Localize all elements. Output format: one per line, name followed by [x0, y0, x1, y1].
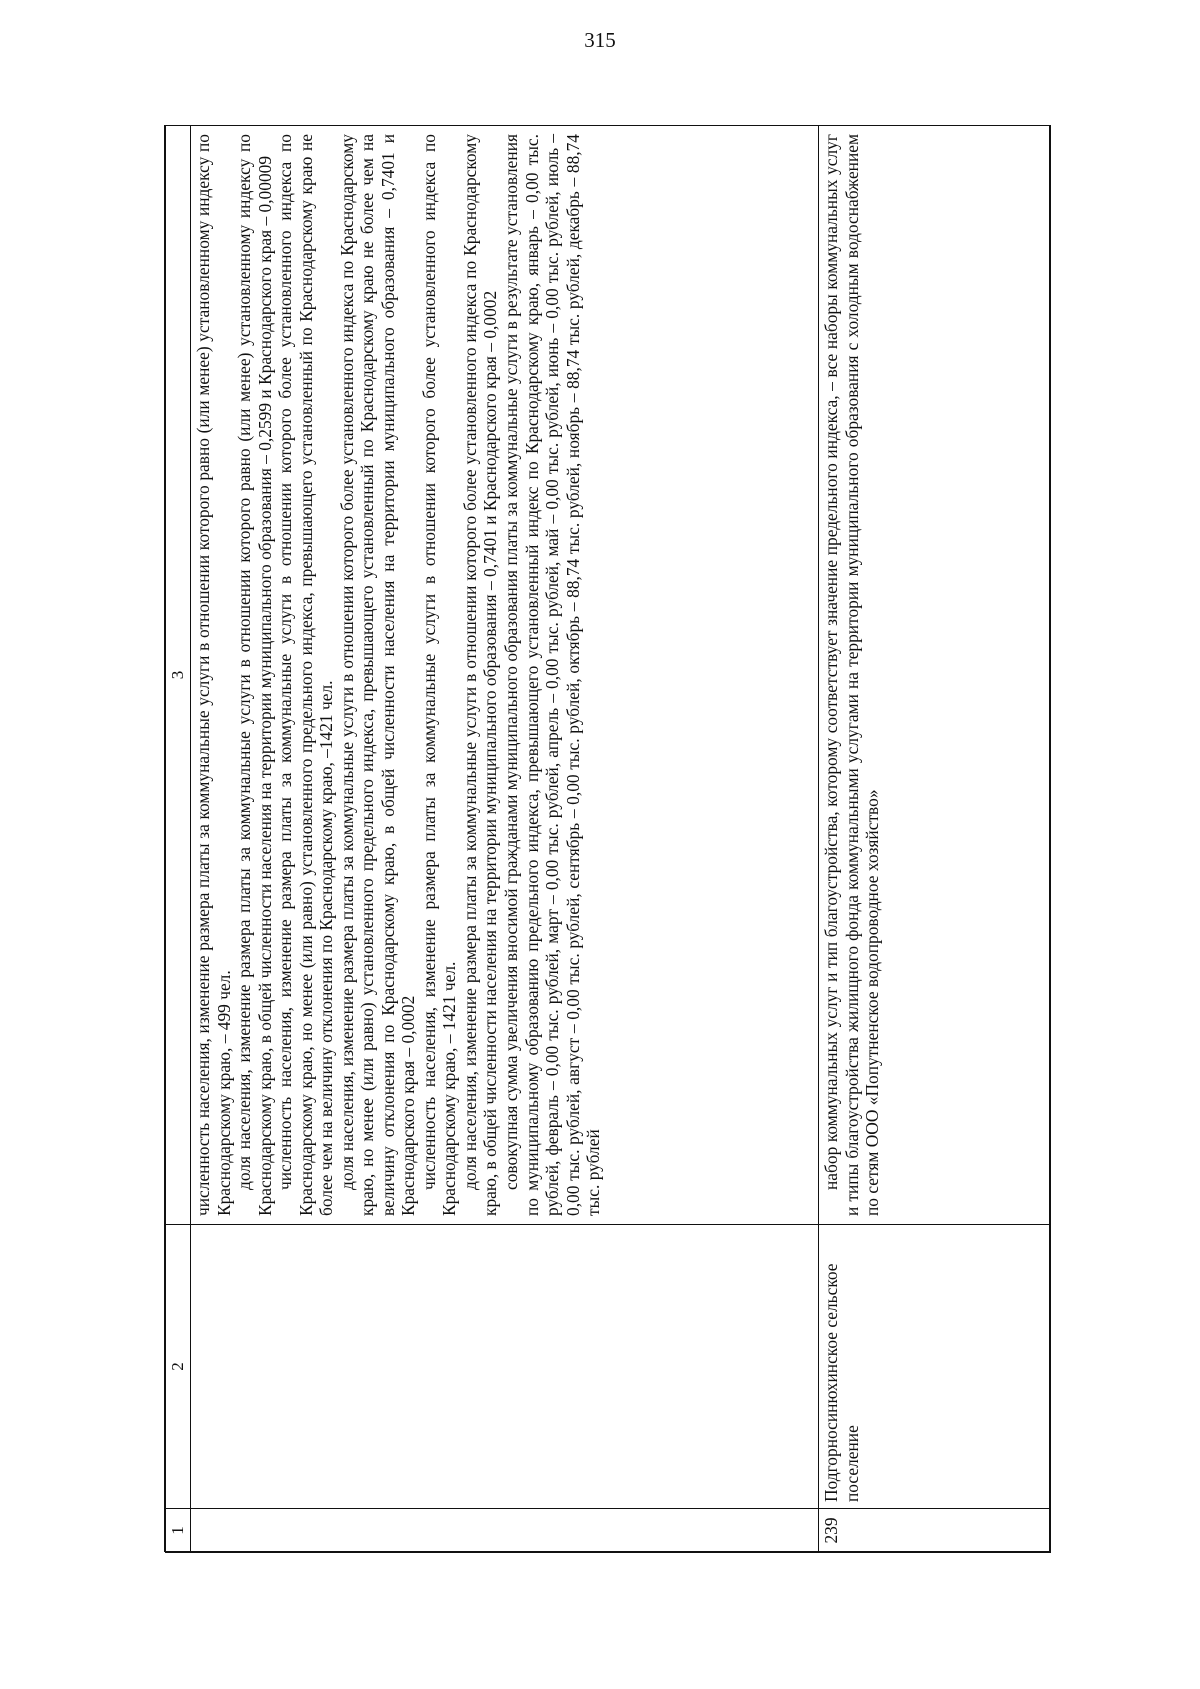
header-col-2: 2: [166, 1225, 191, 1509]
page-number: 315: [584, 28, 616, 52]
document-table-frame: [164, 125, 1050, 1552]
row-number-cell: [191, 1509, 819, 1553]
header-col-3: 3: [166, 126, 191, 1225]
row-number-cell: 239: [819, 1509, 1051, 1553]
indicator-paragraph: численность населения, изменение размера платы за коммунальные услуги в отношении которого более установленного индекса по Краснодарскому краю, но менее (или равно) установленного предельного индекса, превышающего установленный по Краснодарскому краю не более чем на величину отклонения по Краснодарскому краю, –1421 чел.: [275, 134, 337, 1216]
table-row: [819, 126, 1051, 1553]
municipality-name-cell: Подгорносинюхинское сельское поселение: [819, 1225, 1051, 1509]
indicator-paragraph: численность населения, изменение размера платы за коммунальные услуги в отношении которого равно (или менее) установленному индексу по Краснодарскому краю, – 499 чел.: [193, 134, 234, 1216]
header-col-1: 1: [166, 1509, 191, 1553]
indicator-paragraph: доля населения, изменение размера платы за коммунальные услуги в отношении которого более установленного индекса по Краснодарскому краю, но менее (или равно) установленного предельного индекса, превышающего установленный по Краснодарскому краю не более чем на величину отклонения по Краснодарскому краю, в общей численности населения на территории муниципального образования – 0,7401 и Краснодарского края – 0,0002: [336, 134, 419, 1216]
indicator-paragraph: доля населения, изменение размера платы за коммунальные услуги в отношении которого равно (или менее) установленному индексу по Краснодарскому краю, в общей численности населения на территории муниципального образования – 0,2599 и Краснодарского края – 0,00009: [234, 134, 275, 1216]
data-table: [165, 125, 1051, 1553]
rotated-table-container: [165, 126, 1051, 1553]
indicator-paragraph: доля населения, изменение размера платы за коммунальные услуги в отношении которого более установленного индекса по Краснодарскому краю, в общей численности населения на территории муниципального образования – 0,7401 и Краснодарского края – 0,0002: [459, 134, 501, 1216]
indicator-paragraph: совокупная сумма увеличения вносимой гражданами муниципального образования платы за коммунальные услуги в результате установления по муниципальному образованию предельного индекса, превышающего установленный индекс по Краснодарскому краю, январь – 0,00 тыс. рублей, февраль – 0,00 тыс. рублей, март – 0,00 тыс. рублей, апрель – 0,00 тыс. рублей, май – 0,00 тыс. рублей, июнь – 0,00 тыс. рублей, июль – 0,00 тыс. рублей, август – 0,00 тыс. рублей, сентябрь – 0,00 тыс. рублей, октябрь – 88,74 тыс. рублей, ноябрь – 88,74 тыс. рублей, декабрь – 88,74 тыс. рублей: [500, 134, 604, 1216]
table-row: [191, 126, 819, 1553]
indicator-paragraph: численность населения, изменение размера платы за коммунальные услуги в отношении которого более установленного индекса по Краснодарскому краю, – 1421 чел.: [418, 134, 460, 1216]
table-header-row: [166, 126, 191, 1553]
indicator-paragraph: набор коммунальных услуг и тип благоустройства, которому соответствует значение предельного индекса, – все наборы коммунальных услуг и типы благоустройства жилищного фонда коммунальными услугами на территории муниципального образования с холодным водоснабжением по сетям ООО «Попутненское водопроводное хозяйство»: [821, 134, 883, 1216]
indicator-text-cell: [819, 126, 1051, 1225]
indicator-text-cell: [191, 126, 819, 1225]
municipality-name-cell: [191, 1225, 819, 1509]
